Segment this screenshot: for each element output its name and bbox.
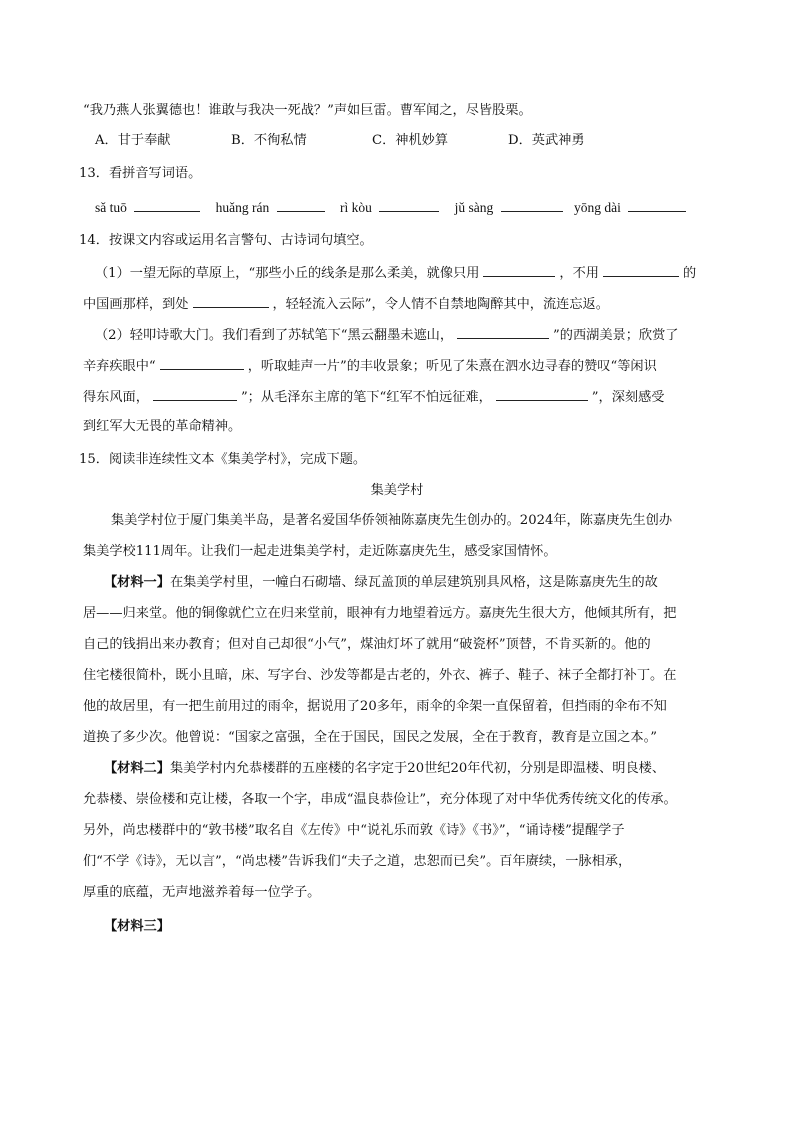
text-segment: 集美学村内允恭楼群的五座楼的名字定于20世纪20年代初，分别是即温楼、明良楼、: [169, 761, 666, 776]
intro-line-2: 集美学校111周年。让我们一起走进集美学村，走近陈嘉庚先生，感受家国情怀。: [83, 544, 557, 559]
text-segment: 得东风面，: [83, 390, 149, 405]
text-segment: ，不用: [559, 266, 599, 281]
answer-blank[interactable]: [483, 262, 555, 277]
option-b: B．不徇私情: [231, 133, 307, 148]
text-segment: 在集美学村里，一幢白石砌墙、绿瓦盖顶的单层建筑别具风格，这是陈嘉庚先生的故: [169, 575, 658, 590]
answer-blank[interactable]: [153, 386, 237, 401]
answer-blank[interactable]: [277, 197, 325, 212]
text-segment: ，听取蛙声一片”的丰收景象；听见了朱熹在泗水边寻春的赞叹“等闲识: [247, 359, 657, 374]
q14-p2-line4: 到红军大无畏的革命精神。: [83, 419, 242, 434]
text-segment: （1）一望无际的草原上，“那些小丘的线条是那么柔美，就像只用: [95, 266, 480, 281]
q14-p1-line1: [95, 262, 696, 284]
answer-blank[interactable]: [457, 324, 549, 339]
material-1-label: 【材料一】: [104, 575, 170, 590]
q14-p1-line2: [83, 293, 609, 315]
material-2-line-5: 厚重的底蕴，无声地滋养着每一位学子。: [83, 885, 321, 900]
material-1-line-2: 居——归来堂。他的铜像就伫立在归来堂前，眼神有力地望着远方。嘉庚先生很大方，他倾其所有，把: [83, 606, 677, 621]
text-segment: ”，深刻感受: [591, 390, 665, 405]
material-1-line-6: 道换了多少次。他曾说：“国家之富强，全在于国民，国民之发展，全在于教育，教育是立国之本。”: [83, 730, 657, 745]
intro-line-1: 集美学村位于厦门集美半岛，是著名爱国华侨领袖陈嘉庚先生创办的。2024年，陈嘉庚先生创办: [111, 513, 673, 528]
material-2-label: 【材料二】: [104, 761, 170, 776]
pinyin-2: huǎng rán: [215, 200, 270, 215]
answer-blank[interactable]: [501, 197, 563, 212]
answer-blank[interactable]: [496, 386, 588, 401]
answer-blank[interactable]: [160, 355, 244, 370]
material-1-line-4: 住宅楼很简朴，既小且暗，床、写字台、沙发等都是古老的，外衣、裤子、鞋子、袜子全都打补丁。在: [83, 668, 677, 683]
text-segment: ，轻轻流入云际”，令人情不自禁地陶醉其中，流连忘返。: [272, 297, 609, 312]
q15-title: 15．阅读非连续性文本《集美学村》，完成下题。: [79, 452, 367, 467]
material-1-line-3: 自己的钱捐出来办教育；但对自己却很“小气”，煤油灯坏了就用“破瓷杯”顶替，不肯买新的。他的: [83, 637, 651, 652]
material-2-line-2: 允恭楼、崇俭楼和克让楼，各取一个字，串成“温良恭俭让”，充分体现了对中华优秀传统文化的传承。: [83, 792, 677, 807]
pinyin-5: yōng dài: [573, 200, 621, 215]
text-segment: 辛弃疾眼中“: [83, 359, 156, 374]
q12-quote-line: “我乃燕人张翼德也！谁敢与我决一死战？”声如巨雷。曹军闻之，尽皆股栗。: [83, 103, 532, 118]
q14-p2-line3: [83, 386, 664, 408]
material-2-line-3: 另外，尚忠楼群中的“敦书楼”取名自《左传》中“说礼乐而敦《诗》《书》”，“诵诗楼”提醒学子: [83, 823, 625, 838]
answer-blank[interactable]: [193, 293, 269, 308]
answer-blank[interactable]: [134, 197, 200, 212]
text-segment: ”；从毛泽东主席的笔下“红军不怕远征难，: [240, 390, 492, 405]
q12-options: [95, 131, 585, 151]
pinyin-4: jǔ sàng: [454, 200, 494, 215]
material-2-line-4: 们“不学《诗》，无以言”，“尚忠楼”告诉我们“夫子之道，忠恕而已矣”。百年赓续，一脉相承，: [83, 854, 632, 869]
material-3-label: 【材料三】: [104, 919, 170, 934]
option-a: A．甘于奉献: [95, 133, 171, 148]
pinyin-1: sǎ tuō: [95, 200, 127, 215]
material-2-line-1: [104, 759, 665, 779]
text-segment: 的: [682, 266, 697, 281]
answer-blank[interactable]: [628, 197, 686, 212]
text-segment: ”的西湖美景；欣赏了: [553, 328, 679, 343]
material-1-line-5: 他的故居里，有一把生前用过的雨伞，据说用了20多年，雨伞的伞架一直保留着，但挡雨的伞布不知: [83, 699, 667, 714]
text-segment: （2）轻叩诗歌大门。我们看到了苏轼笔下“黑云翻墨未遮山，: [95, 328, 454, 343]
q13-title: 13．看拼音写词语。: [79, 166, 202, 181]
option-d: D．英武神勇: [508, 133, 585, 148]
q14-p2-line1: [95, 324, 678, 346]
q14-title: 14．按课文内容或运用名言警句、古诗词句填空。: [79, 233, 373, 248]
q13-pinyin-row: [95, 197, 686, 218]
answer-blank[interactable]: [379, 197, 439, 212]
material-1-line-1: [104, 573, 658, 593]
text-segment: 中国画那样，到处: [83, 297, 189, 312]
article-title: 集美学村: [370, 483, 424, 498]
answer-blank[interactable]: [603, 262, 679, 277]
pinyin-3: rì kòu: [339, 200, 372, 215]
option-c: C．神机妙算: [372, 133, 449, 148]
q14-p2-line2: [83, 355, 657, 377]
